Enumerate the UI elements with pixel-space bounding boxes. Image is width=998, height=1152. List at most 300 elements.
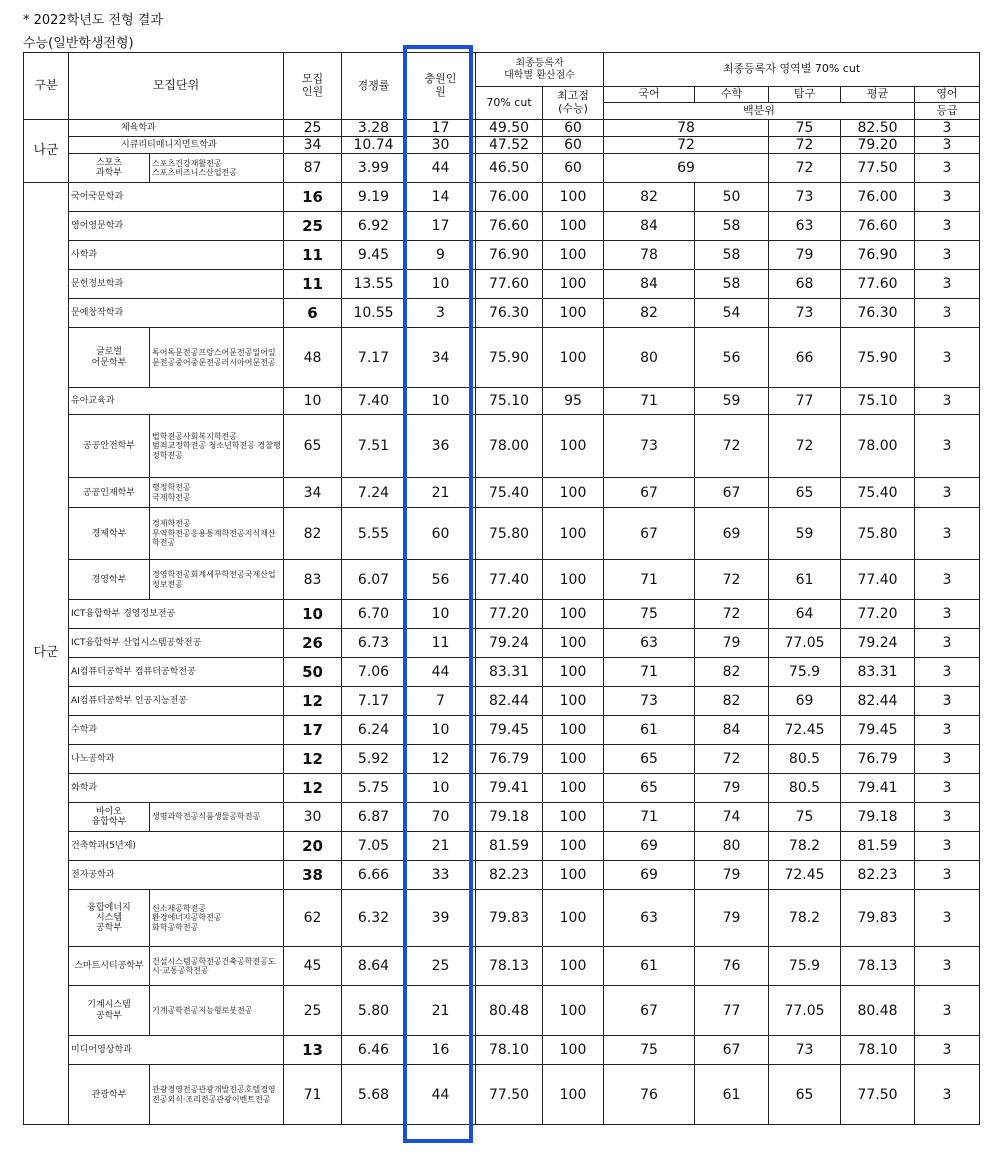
ratio-cell: 9.45 [342, 241, 406, 270]
math-cell: 72 [695, 415, 769, 478]
unit-majors: 생명과학전공식품생물공학전공 [150, 803, 284, 832]
max-cell: 100 [543, 947, 604, 986]
unit-majors: 스포츠건강재활전공 스포츠비즈니스산업전공 [150, 154, 284, 183]
quota-cell: 13 [284, 1036, 342, 1065]
unit-majors: 행정학전공 국제학전공 [150, 478, 284, 508]
table-row [24, 183, 980, 212]
unit-name: 유아교육과 [69, 388, 284, 415]
cut70-cell: 76.90 [476, 241, 543, 270]
extra-cell: 33 [406, 861, 476, 890]
extra-cell: 30 [406, 137, 476, 154]
unit-name: 관광학부 [69, 1065, 150, 1125]
quota-cell: 26 [284, 629, 342, 658]
unit-name: 문헌정보학과 [69, 270, 284, 299]
inq-cell: 72 [769, 154, 841, 183]
quota-cell: 12 [284, 687, 342, 716]
max-cell: 100 [543, 832, 604, 861]
kor-cell: 67 [604, 478, 695, 508]
kor-cell: 84 [604, 212, 695, 241]
header-max: 최고점 (수능) [543, 87, 604, 120]
table-row [24, 832, 980, 861]
ratio-cell: 5.55 [342, 508, 406, 560]
cut70-cell: 76.79 [476, 745, 543, 774]
quota-cell: 34 [284, 137, 342, 154]
kor-cell: 84 [604, 270, 695, 299]
kor-math-cell: 72 [604, 137, 769, 154]
avg-cell: 76.00 [841, 183, 915, 212]
inq-cell: 75.9 [769, 947, 841, 986]
eng-cell: 3 [915, 212, 980, 241]
extra-cell: 10 [406, 270, 476, 299]
inq-cell: 65 [769, 478, 841, 508]
kor-cell: 82 [604, 299, 695, 328]
table-row [24, 560, 980, 600]
avg-cell: 81.59 [841, 832, 915, 861]
cut70-cell: 75.10 [476, 388, 543, 415]
quota-cell: 50 [284, 658, 342, 687]
kor-cell: 71 [604, 388, 695, 415]
max-cell: 100 [543, 986, 604, 1036]
inq-cell: 75.9 [769, 658, 841, 687]
ratio-cell: 5.75 [342, 774, 406, 803]
quota-cell: 71 [284, 1065, 342, 1125]
kor-cell: 82 [604, 183, 695, 212]
extra-cell: 21 [406, 986, 476, 1036]
caption-subtitle: 수능(일반학생전형) [23, 36, 134, 51]
max-cell: 100 [543, 861, 604, 890]
inq-cell: 73 [769, 299, 841, 328]
avg-cell: 77.40 [841, 560, 915, 600]
max-cell: 60 [543, 120, 604, 137]
quota-cell: 87 [284, 154, 342, 183]
inq-cell: 68 [769, 270, 841, 299]
eng-cell: 3 [915, 1036, 980, 1065]
math-cell: 82 [695, 687, 769, 716]
cut70-cell: 75.90 [476, 328, 543, 388]
header-grade: 등급 [915, 103, 980, 120]
avg-cell: 78.10 [841, 1036, 915, 1065]
table-row [24, 241, 980, 270]
header-eng: 영어 [915, 87, 980, 103]
math-cell: 72 [695, 600, 769, 629]
ratio-cell: 5.68 [342, 1065, 406, 1125]
extra-cell: 17 [406, 212, 476, 241]
table-row [24, 986, 980, 1036]
quota-cell: 30 [284, 803, 342, 832]
extra-cell: 44 [406, 154, 476, 183]
cut70-cell: 79.83 [476, 890, 543, 947]
math-cell: 58 [695, 270, 769, 299]
header-percentile: 백분위 [604, 103, 915, 120]
unit-majors: 건설시스템공학전공건축공학전공도시·교통공학전공 [150, 947, 284, 986]
eng-cell: 3 [915, 629, 980, 658]
ratio-cell: 7.17 [342, 328, 406, 388]
max-cell: 100 [543, 687, 604, 716]
extra-cell: 17 [406, 120, 476, 137]
math-cell: 58 [695, 212, 769, 241]
cut70-cell: 79.45 [476, 716, 543, 745]
cut70-cell: 83.31 [476, 658, 543, 687]
unit-name: 스마트시티공학부 [69, 947, 150, 986]
avg-cell: 80.48 [841, 986, 915, 1036]
extra-cell: 70 [406, 803, 476, 832]
unit-name: 수학과 [69, 716, 284, 745]
avg-cell: 75.90 [841, 328, 915, 388]
math-cell: 58 [695, 241, 769, 270]
extra-cell: 3 [406, 299, 476, 328]
quota-cell: 38 [284, 861, 342, 890]
unit-name: 스포츠 과학부 [69, 154, 150, 183]
eng-cell: 3 [915, 687, 980, 716]
ratio-cell: 6.32 [342, 890, 406, 947]
quota-cell: 6 [284, 299, 342, 328]
max-cell: 100 [543, 328, 604, 388]
max-cell: 100 [543, 629, 604, 658]
ratio-cell: 6.70 [342, 600, 406, 629]
avg-cell: 76.60 [841, 212, 915, 241]
ratio-cell: 7.06 [342, 658, 406, 687]
max-cell: 60 [543, 154, 604, 183]
eng-cell: 3 [915, 1065, 980, 1125]
header-extra: 충원인 원 [406, 53, 476, 120]
extra-cell: 44 [406, 1065, 476, 1125]
max-cell: 100 [543, 560, 604, 600]
inq-cell: 73 [769, 1036, 841, 1065]
ratio-cell: 6.24 [342, 716, 406, 745]
ratio-cell: 6.07 [342, 560, 406, 600]
unit-name: 문예창작학과 [69, 299, 284, 328]
inq-cell: 73 [769, 183, 841, 212]
quota-cell: 10 [284, 388, 342, 415]
eng-cell: 3 [915, 658, 980, 687]
eng-cell: 3 [915, 716, 980, 745]
table-row [24, 774, 980, 803]
inq-cell: 61 [769, 560, 841, 600]
avg-cell: 76.90 [841, 241, 915, 270]
unit-name: 나노공학과 [69, 745, 284, 774]
quota-cell: 45 [284, 947, 342, 986]
extra-cell: 10 [406, 600, 476, 629]
kor-cell: 61 [604, 947, 695, 986]
inq-cell: 72 [769, 137, 841, 154]
inq-cell: 72 [769, 415, 841, 478]
ratio-cell: 3.28 [342, 120, 406, 137]
table-row [24, 1036, 980, 1065]
quota-cell: 62 [284, 890, 342, 947]
extra-cell: 39 [406, 890, 476, 947]
kor-cell: 71 [604, 560, 695, 600]
unit-name: 사학과 [69, 241, 284, 270]
cut70-cell: 47.52 [476, 137, 543, 154]
eng-cell: 3 [915, 986, 980, 1036]
cut70-cell: 78.10 [476, 1036, 543, 1065]
math-cell: 79 [695, 629, 769, 658]
ratio-cell: 7.51 [342, 415, 406, 478]
avg-cell: 75.40 [841, 478, 915, 508]
extra-cell: 14 [406, 183, 476, 212]
avg-cell: 79.83 [841, 890, 915, 947]
ratio-cell: 8.64 [342, 947, 406, 986]
quota-cell: 25 [284, 986, 342, 1036]
inq-cell: 64 [769, 600, 841, 629]
max-cell: 100 [543, 1065, 604, 1125]
unit-name: 공공인재학부 [69, 478, 150, 508]
table-row [24, 658, 980, 687]
cut70-cell: 77.50 [476, 1065, 543, 1125]
quota-cell: 65 [284, 415, 342, 478]
extra-cell: 16 [406, 1036, 476, 1065]
kor-cell: 63 [604, 629, 695, 658]
eng-cell: 3 [915, 328, 980, 388]
cut70-cell: 82.44 [476, 687, 543, 716]
group-label: 다군 [24, 183, 69, 1125]
eng-cell: 3 [915, 861, 980, 890]
math-cell: 80 [695, 832, 769, 861]
cut70-cell: 76.00 [476, 183, 543, 212]
ratio-cell: 7.05 [342, 832, 406, 861]
table-row [24, 299, 980, 328]
avg-cell: 79.45 [841, 716, 915, 745]
eng-cell: 3 [915, 600, 980, 629]
avg-cell: 77.20 [841, 600, 915, 629]
max-cell: 100 [543, 183, 604, 212]
inq-cell: 59 [769, 508, 841, 560]
inq-cell: 72.45 [769, 861, 841, 890]
cut70-cell: 78.00 [476, 415, 543, 478]
kor-cell: 65 [604, 745, 695, 774]
math-cell: 72 [695, 745, 769, 774]
eng-cell: 3 [915, 137, 980, 154]
eng-cell: 3 [915, 388, 980, 415]
header-group: 구분 [24, 53, 69, 120]
cut70-cell: 78.13 [476, 947, 543, 986]
max-cell: 100 [543, 299, 604, 328]
kor-cell: 63 [604, 890, 695, 947]
math-cell: 59 [695, 388, 769, 415]
extra-cell: 12 [406, 745, 476, 774]
quota-cell: 12 [284, 774, 342, 803]
table-row [24, 154, 980, 183]
avg-cell: 82.50 [841, 120, 915, 137]
avg-cell: 78.13 [841, 947, 915, 986]
kor-math-cell: 69 [604, 154, 769, 183]
cut70-cell: 46.50 [476, 154, 543, 183]
cut70-cell: 77.20 [476, 600, 543, 629]
table-row [24, 629, 980, 658]
math-cell: 50 [695, 183, 769, 212]
eng-cell: 3 [915, 241, 980, 270]
extra-cell: 11 [406, 629, 476, 658]
avg-cell: 76.30 [841, 299, 915, 328]
kor-cell: 67 [604, 508, 695, 560]
eng-cell: 3 [915, 560, 980, 600]
unit-name: 경제학부 [69, 508, 150, 560]
table-row [24, 716, 980, 745]
extra-cell: 7 [406, 687, 476, 716]
max-cell: 100 [543, 212, 604, 241]
math-cell: 54 [695, 299, 769, 328]
quota-cell: 25 [284, 120, 342, 137]
quota-cell: 83 [284, 560, 342, 600]
unit-name: 건축학과(5년제) [69, 832, 284, 861]
caption-title: * 2022학년도 전형 결과 [23, 13, 163, 28]
header-cut70: 70% cut [476, 87, 543, 120]
header-quota: 모집 인원 [284, 53, 342, 120]
ratio-cell: 10.74 [342, 137, 406, 154]
cut70-cell: 81.59 [476, 832, 543, 861]
inq-cell: 80.5 [769, 745, 841, 774]
unit-name: 국어국문학과 [69, 183, 284, 212]
unit-majors: 관광경영전공관광개발전공호텔경영전공외식·조리전공관광이벤트전공 [150, 1065, 284, 1125]
kor-cell: 73 [604, 687, 695, 716]
quota-cell: 11 [284, 241, 342, 270]
kor-cell: 71 [604, 658, 695, 687]
quota-cell: 25 [284, 212, 342, 241]
header-ratio: 경쟁률 [342, 53, 406, 120]
eng-cell: 3 [915, 803, 980, 832]
avg-cell: 78.00 [841, 415, 915, 478]
eng-cell: 3 [915, 415, 980, 478]
math-cell: 79 [695, 861, 769, 890]
cut70-cell: 82.23 [476, 861, 543, 890]
eng-cell: 3 [915, 478, 980, 508]
ratio-cell: 5.80 [342, 986, 406, 1036]
unit-name: 경영학부 [69, 560, 150, 600]
unit-name: 영어영문학과 [69, 212, 284, 241]
eng-cell: 3 [915, 508, 980, 560]
quota-cell: 16 [284, 183, 342, 212]
ratio-cell: 7.17 [342, 687, 406, 716]
quota-cell: 82 [284, 508, 342, 560]
math-cell: 76 [695, 947, 769, 986]
unit-name: 전자공학과 [69, 861, 284, 890]
inq-cell: 79 [769, 241, 841, 270]
ratio-cell: 3.99 [342, 154, 406, 183]
math-cell: 67 [695, 1036, 769, 1065]
ratio-cell: 13.55 [342, 270, 406, 299]
header-score-group: 최종등록자 대학별 환산점수 [476, 53, 604, 87]
ratio-cell: 10.55 [342, 299, 406, 328]
eng-cell: 3 [915, 745, 980, 774]
kor-cell: 61 [604, 716, 695, 745]
max-cell: 100 [543, 241, 604, 270]
unit-name: 글로벌 어문학부 [69, 328, 150, 388]
header-avg: 평균 [841, 87, 915, 103]
extra-cell: 9 [406, 241, 476, 270]
cut70-cell: 80.48 [476, 986, 543, 1036]
unit-name: 체육학과 [69, 120, 284, 137]
avg-cell: 77.60 [841, 270, 915, 299]
unit-name: 기계시스템 공학부 [69, 986, 150, 1036]
max-cell: 100 [543, 415, 604, 478]
unit-name: 화학과 [69, 774, 284, 803]
kor-cell: 73 [604, 415, 695, 478]
table-row [24, 137, 980, 154]
max-cell: 100 [543, 508, 604, 560]
inq-cell: 78.2 [769, 832, 841, 861]
avg-cell: 76.79 [841, 745, 915, 774]
max-cell: 100 [543, 658, 604, 687]
table-row [24, 508, 980, 560]
math-cell: 72 [695, 560, 769, 600]
eng-cell: 3 [915, 890, 980, 947]
cut70-cell: 79.41 [476, 774, 543, 803]
cut70-cell: 76.60 [476, 212, 543, 241]
avg-cell: 82.44 [841, 687, 915, 716]
quota-cell: 17 [284, 716, 342, 745]
unit-majors: 신소재공학전공 환경에너지공학전공 화학공학전공 [150, 890, 284, 947]
eng-cell: 3 [915, 154, 980, 183]
eng-cell: 3 [915, 774, 980, 803]
kor-cell: 78 [604, 241, 695, 270]
unit-majors: 독어독문전공프랑스어문전공일어일문전공중어중문전공러시아어문전공 [150, 328, 284, 388]
math-cell: 79 [695, 890, 769, 947]
inq-cell: 78.2 [769, 890, 841, 947]
extra-cell: 25 [406, 947, 476, 986]
math-cell: 84 [695, 716, 769, 745]
inq-cell: 69 [769, 687, 841, 716]
table-row [24, 212, 980, 241]
ratio-cell: 6.87 [342, 803, 406, 832]
quota-cell: 12 [284, 745, 342, 774]
inq-cell: 77.05 [769, 629, 841, 658]
cut70-cell: 75.40 [476, 478, 543, 508]
max-cell: 100 [543, 890, 604, 947]
extra-cell: 56 [406, 560, 476, 600]
avg-cell: 79.24 [841, 629, 915, 658]
table-row [24, 947, 980, 986]
kor-cell: 76 [604, 1065, 695, 1125]
admission-results-table [23, 52, 980, 1125]
math-cell: 67 [695, 478, 769, 508]
unit-name: AI컴퓨터공학부 컴퓨터공학전공 [69, 658, 284, 687]
kor-math-cell: 78 [604, 120, 769, 137]
ratio-cell: 6.73 [342, 629, 406, 658]
group-label: 나군 [24, 120, 69, 183]
unit-name: 공공안전학부 [69, 415, 150, 478]
inq-cell: 77.05 [769, 986, 841, 1036]
ratio-cell: 5.92 [342, 745, 406, 774]
table-row [24, 1065, 980, 1125]
unit-majors: 경제학전공 무역학전공응용통계학전공지식재산학전공 [150, 508, 284, 560]
math-cell: 77 [695, 986, 769, 1036]
extra-cell: 21 [406, 832, 476, 861]
math-cell: 56 [695, 328, 769, 388]
table-row [24, 890, 980, 947]
unit-name: AI컴퓨터공학부 인공지능전공 [69, 687, 284, 716]
avg-cell: 82.23 [841, 861, 915, 890]
avg-cell: 75.80 [841, 508, 915, 560]
ratio-cell: 7.24 [342, 478, 406, 508]
ratio-cell: 6.66 [342, 861, 406, 890]
unit-majors: 경영학전공회계세무학전공국제산업정보전공 [150, 560, 284, 600]
table-row [24, 478, 980, 508]
max-cell: 100 [543, 803, 604, 832]
inq-cell: 80.5 [769, 774, 841, 803]
inq-cell: 75 [769, 803, 841, 832]
quota-cell: 20 [284, 832, 342, 861]
ratio-cell: 9.19 [342, 183, 406, 212]
table-row [24, 687, 980, 716]
max-cell: 100 [543, 600, 604, 629]
cut70-cell: 77.60 [476, 270, 543, 299]
extra-cell: 10 [406, 716, 476, 745]
ratio-cell: 6.92 [342, 212, 406, 241]
eng-cell: 3 [915, 270, 980, 299]
math-cell: 69 [695, 508, 769, 560]
extra-cell: 10 [406, 388, 476, 415]
kor-cell: 75 [604, 1036, 695, 1065]
